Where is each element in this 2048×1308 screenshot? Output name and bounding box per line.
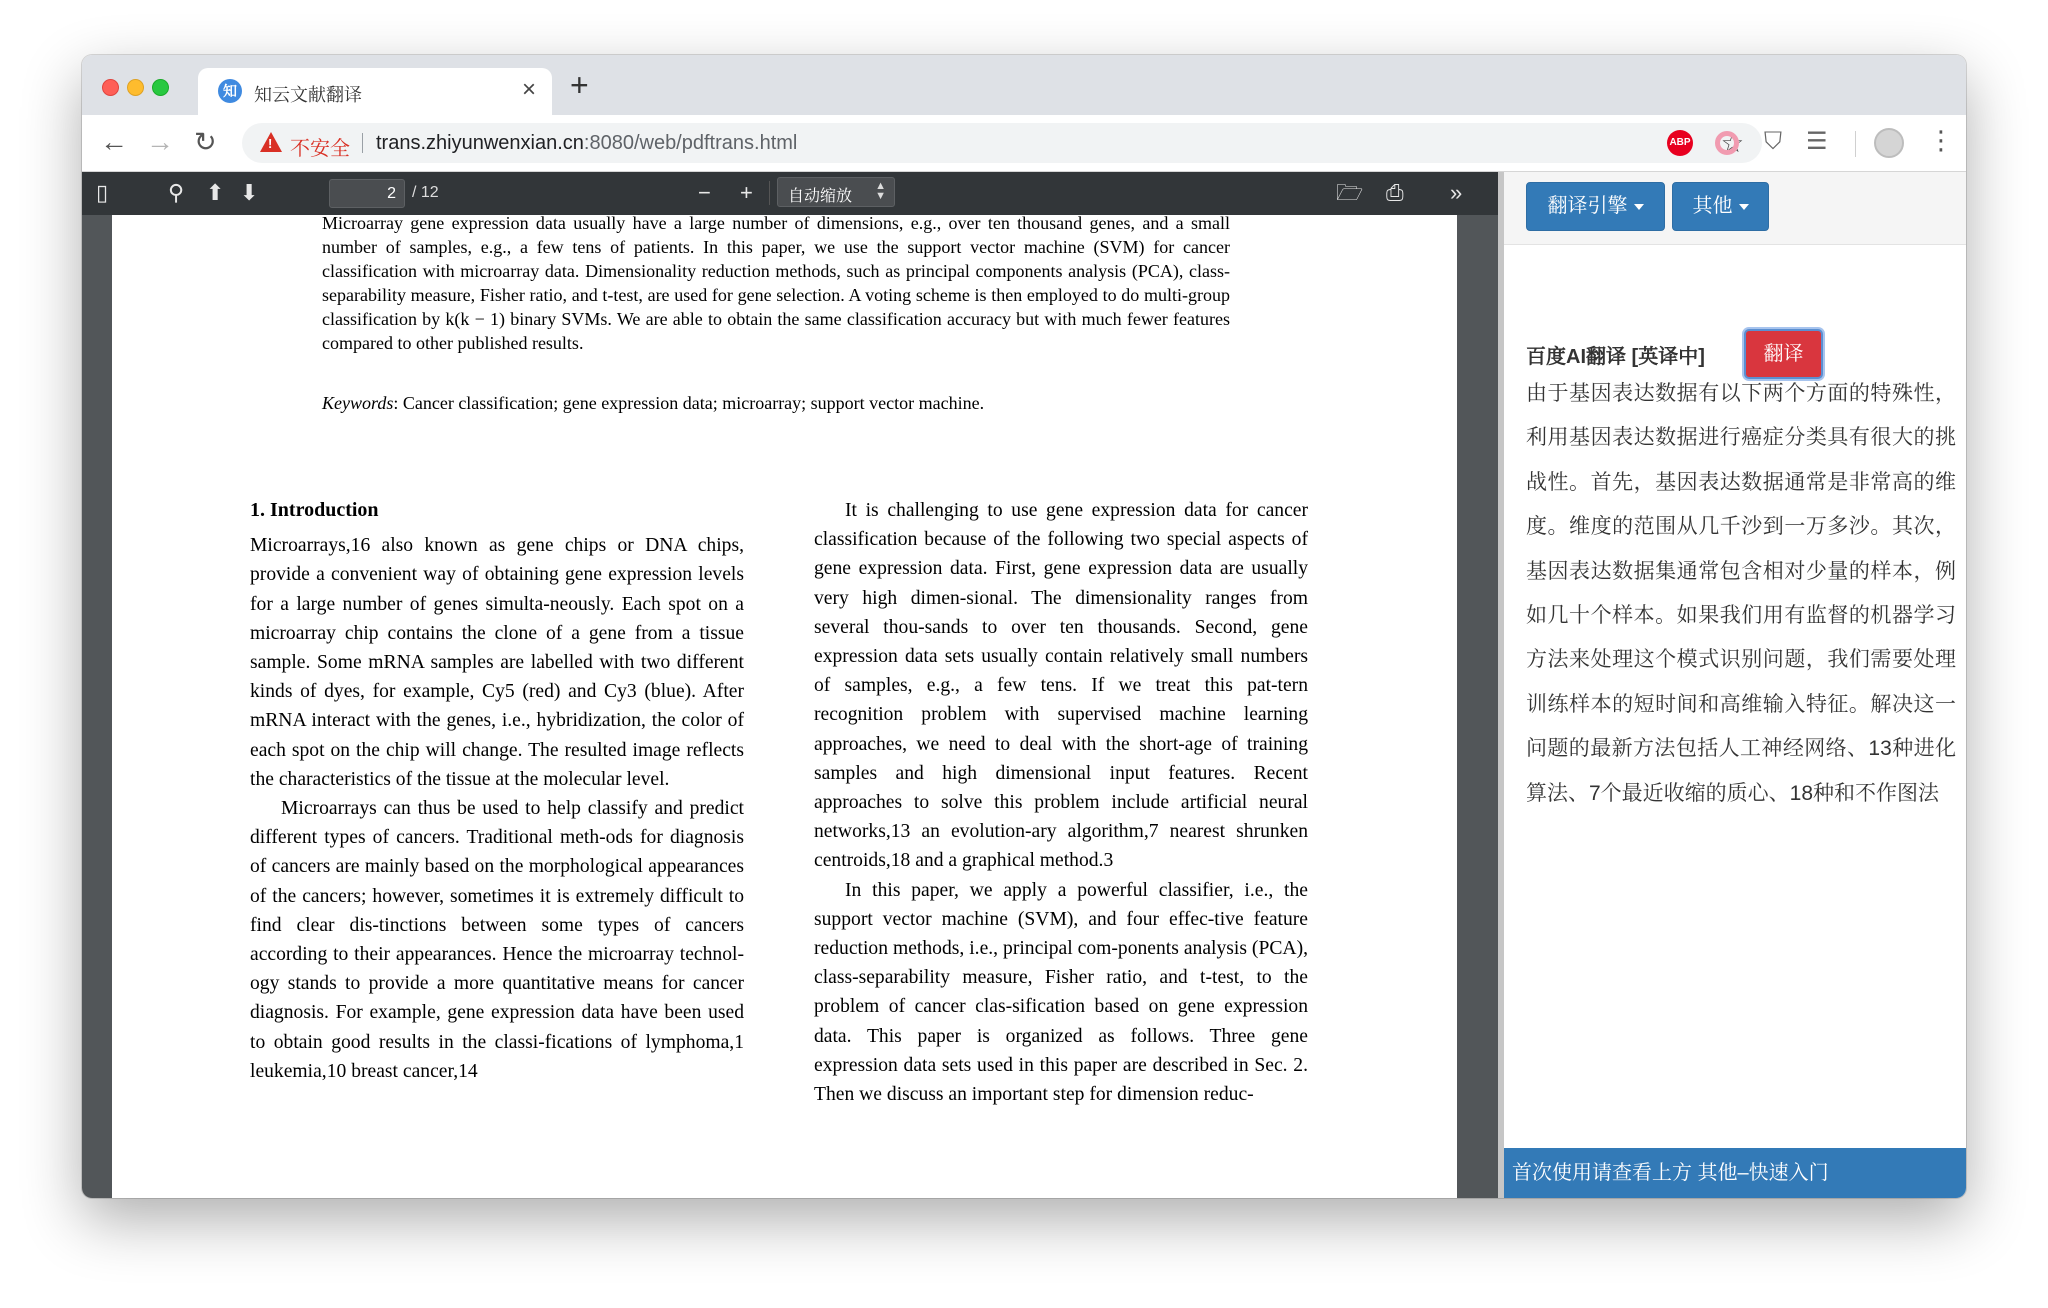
window-minimize-button[interactable] [127, 79, 144, 96]
tab-close-icon[interactable]: × [521, 76, 536, 103]
other-menu-button[interactable] [1672, 182, 1769, 231]
window-close-button[interactable] [102, 79, 119, 96]
find-icon[interactable]: ⚲ [168, 180, 185, 205]
back-arrow-icon[interactable]: ← [100, 126, 128, 157]
translate-engine-label: 翻译引擎 [1547, 195, 1628, 217]
other-menu-label: 其他 [1692, 195, 1733, 217]
panel-toolbar [1504, 172, 1966, 245]
browser-window [82, 55, 1966, 1198]
shield-extension-icon[interactable]: ⛉ [1764, 128, 1782, 155]
page-number-input[interactable]: 2 [329, 179, 405, 208]
zoom-out-icon[interactable]: − [698, 180, 711, 205]
toolbar-divider [1855, 131, 1856, 157]
pdf-toolbar [82, 172, 1498, 215]
reload-icon[interactable]: ↻ [194, 127, 217, 157]
warning-icon [260, 132, 282, 152]
url-host: trans.zhiyunwenxian.cn [376, 132, 584, 154]
toolbar-separator [769, 181, 770, 205]
insecure-label[interactable]: 不安全 [290, 138, 350, 160]
previous-page-icon[interactable]: ⬆ [206, 180, 225, 205]
forward-arrow-icon[interactable]: → [146, 126, 174, 157]
url-divider [362, 133, 363, 153]
keywords-text: : Cancer classification; gene expression data; microarray; support vector machine. [393, 393, 985, 413]
select-arrows-icon: ▲ ▼ [875, 180, 886, 202]
translation-output: 由于基因表达数据有以下两个方面的特殊性，利用基因表达数据进行癌症分类具有很大的挑战性。首先，基因表达数据通常是非常高的维度。维度的范围从几千沙到一万多沙。其次，基因表达数据集通常包含相对少量的样本，例如几十个样本。如果我们用有监督的机器学习方法来处理这个模式识别问题，我们需要处理训练样本的短时间和高维输入特征。解决这一问题的最新方法包括人工神经网络、13种进化算法、7个最近收缩的质心、18种和不作图法 [1526, 382, 1956, 805]
address-bar[interactable] [242, 123, 1762, 163]
caret-down-icon [1739, 204, 1749, 210]
engine-label: 百度AI翻译 [英译中] [1526, 346, 1705, 368]
translate-engine-button[interactable] [1526, 182, 1665, 231]
zhiyun-favicon-icon: 知 [218, 79, 242, 103]
keywords-label: Keywords [322, 393, 394, 413]
profile-avatar[interactable] [1874, 128, 1904, 158]
url-text[interactable] [376, 132, 797, 155]
paragraph: In this paper, we apply a powerful classifier, i.e., the support vector machine (SVM), and four effec-tive feature reduction methods, i.e., principal com-ponents analysis (PCA), class-separability measure, Fisher ratio, and t-test, to the problem of cancer clas-sification based on gene expression data. This paper is organized as follows. Three gene expression data sets used in this paper are described in Sec. 2. Then we discuss an important step for dimension reduc- [814, 879, 1308, 1106]
tools-chevron-icon[interactable]: » [1450, 180, 1463, 205]
tab-title: 知云文献翻译 [254, 85, 362, 105]
ring-extension-icon[interactable] [1715, 131, 1739, 155]
next-page-icon[interactable]: ⬇ [240, 180, 259, 205]
browser-tab[interactable] [198, 68, 552, 115]
text-column-left [250, 496, 744, 1086]
open-file-icon[interactable]: 🗁 [1336, 180, 1364, 205]
adblock-extension-icon[interactable]: ABP [1667, 130, 1693, 156]
page-total: / 12 [412, 184, 439, 201]
translate-button[interactable]: 翻译 [1744, 329, 1823, 379]
browser-toolbar [82, 115, 1966, 172]
paragraph: It is challenging to use gene expression data for cancer classification because of the following two special aspects of gene expression data. First, gene expression data are usually very high dimen-sional. The dimensionality ranges from several thou-sands to over ten thousands. Second, gene expression data sets usually contain relatively small numbers of samples, e.g., a few tens. If we treat this pat-tern recognition problem with supervised machine learning approaches, we need to deal with the short-age of training samples and high dimensional input features. Recent approaches to solve this problem include artificial neural networks,13 an evolution-ary algorithm,7 nearest shrunken centroids,18 and a graphical method.3 [814, 500, 1308, 872]
caret-down-icon [1634, 204, 1644, 210]
text-column-right [814, 496, 1308, 1109]
window-maximize-button[interactable] [152, 79, 169, 96]
new-tab-button[interactable]: + [570, 67, 589, 103]
translation-panel [1504, 172, 1966, 1198]
tab-strip [82, 55, 1966, 115]
url-path: :8080/web/pdftrans.html [583, 132, 798, 154]
abstract-text: Microarray gene expression data usually have a large number of dimensions, e.g., over ten thousand genes, and a small number of samples, e.g., a few tens of patients. In this paper, we use the support vector machine (SVM) for cancer classification with microarray data. Dimensionality reduction methods, such as principal components analysis (PCA), class-separability measure, Fisher ratio, and t-test, are used for gene selection. A voting scheme is then employed to do multi-group classification by k(k − 1) binary SVMs. We are able to obtain the same classification accuracy but with much fewer features compared to other published results. [322, 213, 1230, 353]
paragraph: Microarrays,16 also known as gene chips or DNA chips, provide a convenient way of obtaining gene expression levels for a large number of genes simulta-neously. Each spot on a microarray chip contains the clone of a gene from a tissue sample. Some mRNA samples are labelled with two different kinds of dyes, for example, Cy5 (red) and Cy3 (blue). After mRNA interact with the genes, i.e., hybridization, the color of each spot on the chip will change. The resulted image reflects the characteristics of the tissue at the molecular level. [250, 535, 744, 790]
reader-extension-icon[interactable]: ☰ [1806, 128, 1828, 155]
zoom-select[interactable] [777, 177, 895, 207]
more-menu-icon[interactable]: ⋮ [1928, 125, 1954, 155]
section-title: 1. Introduction [250, 499, 379, 521]
print-icon[interactable]: ⎙ [1386, 180, 1404, 205]
zoom-in-icon[interactable]: + [740, 180, 753, 205]
pdf-viewer [82, 172, 1498, 1198]
keywords [322, 391, 1230, 415]
zoom-value: 自动缩放 [788, 188, 853, 205]
paragraph: Microarrays can thus be used to help classify and predict different types of cancers. Traditional meth-ods for diagnosis of cancers are mainly based on the morphological appearances of the cancers; however, sometimes it is extremely difficult to find clear dis-tinctions between some types of cancers according to their appearances. Hence the microarray technol-ogy stands to provide a more quantitative means for cancer diagnosis. For example, gene expression data have been used to obtain good results in the classi-fications of lymphoma,1 leukemia,10 breast cancer,14 [250, 798, 744, 1082]
bookmark-star-icon[interactable]: ☆ [1720, 128, 1744, 158]
quick-start-footer[interactable]: 首次使用请查看上方 其他–快速入门 [1504, 1148, 1966, 1198]
sidebar-toggle-icon[interactable]: ▯ [96, 180, 109, 205]
pdf-page [112, 215, 1457, 1198]
